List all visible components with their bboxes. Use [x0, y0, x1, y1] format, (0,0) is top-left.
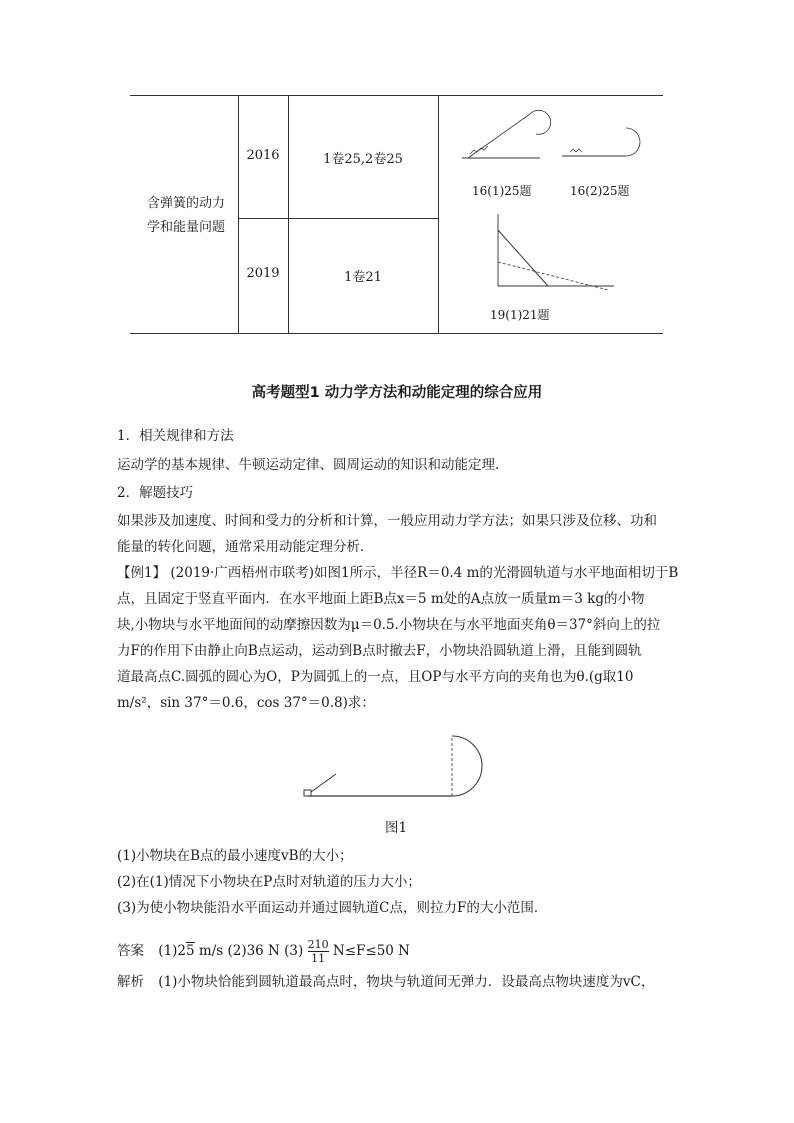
figure-16-1-25	[460, 102, 556, 164]
example-line-5: 道最高点C.圆弧的圆心为O，P为圆弧上的一点，且OP与水平方向的夹角也为θ.(g取10	[117, 669, 634, 685]
figure-1-diagram	[300, 728, 500, 810]
text-2a: 如果涉及加速度、时间和受力的分析和计算，一般应用动力学方法；如果只涉及位移、功和	[117, 513, 657, 529]
analysis-line	[117, 972, 654, 993]
question-3: (3)为使小物块能沿水平面运动并通过圆轨道C点，则拉力F的大小范围．	[117, 900, 548, 916]
example-line-2: 点，且固定于竖直平面内．在水平地面上距B点x＝5 m处的A点放一质量m＝3 kg的小物	[117, 591, 645, 607]
exam-table	[130, 95, 663, 334]
figure-19-1-21	[478, 210, 618, 292]
figure-caption: 图1	[385, 820, 408, 836]
text-1: 运动学的基本规律、牛顿运动定律、圆周运动的知识和动能定理．	[117, 457, 509, 473]
heading-2: 2．解题技巧	[117, 485, 194, 501]
example-line-1: 【例1】 (2019·广西梧州市联考)如图1所示，半径R＝0.4 m的光滑圆轨道与水平地面相切于B	[117, 565, 679, 581]
example-line-6: m/s²，sin 37°＝0.6，cos 37°＝0.8)求：	[117, 695, 375, 711]
year-2016: 2016	[246, 148, 280, 163]
fraction-numerator: 210	[307, 938, 329, 951]
answer-label: 答案	[117, 943, 144, 959]
answer-part-2: m/s (2)36 N (3)	[194, 943, 304, 959]
sqrt-value: 5	[186, 943, 195, 959]
figure-16-2-25	[560, 122, 660, 162]
papers-2019: 1卷21	[344, 270, 382, 285]
analysis-text: (1)小物块恰能到圆轨道最高点时，物块与轨道间无弹力．设最高点物块速度为vC，	[158, 974, 655, 990]
question-1: (1)小物块在B点的最小速度vB的大小；	[117, 848, 353, 864]
category-line1: 含弹簧的动力	[146, 196, 225, 211]
heading-1: 1．相关规律和方法	[117, 428, 234, 444]
caption-19-1-21: 19(1)21题	[490, 308, 550, 322]
caption-16-2-25: 16(2)25题	[570, 184, 630, 198]
text-2b: 能量的转化问题，通常采用动能定理分析．	[117, 539, 374, 555]
answer-line	[117, 938, 410, 965]
example-line-3: 块,小物块与水平地面间的动摩擦因数为μ＝0.5.小物块在与水平地面夹角θ＝37°斜向上的拉	[117, 617, 661, 633]
section-title: 高考题型1 动力学方法和动能定理的综合应用	[251, 385, 543, 401]
category-line2: 学和能量问题	[146, 220, 225, 235]
example-line-4: 力F的作用下由静止向B点运动，运动到B点时撤去F，小物块沿圆轨道上滑，且能到圆轨	[117, 643, 642, 659]
year-2019: 2019	[246, 266, 280, 281]
fraction-denominator: 11	[311, 952, 326, 965]
papers-2016: 1卷25,2卷25	[323, 152, 403, 167]
analysis-label: 解析	[117, 974, 144, 990]
question-2: (2)在(1)情况下小物块在P点时对轨道的压力大小；	[117, 874, 421, 890]
answer-part-3: N≤F≤50 N	[328, 943, 410, 959]
answer-part-1: (1)2	[158, 943, 187, 959]
caption-16-1-25: 16(1)25题	[472, 184, 532, 198]
